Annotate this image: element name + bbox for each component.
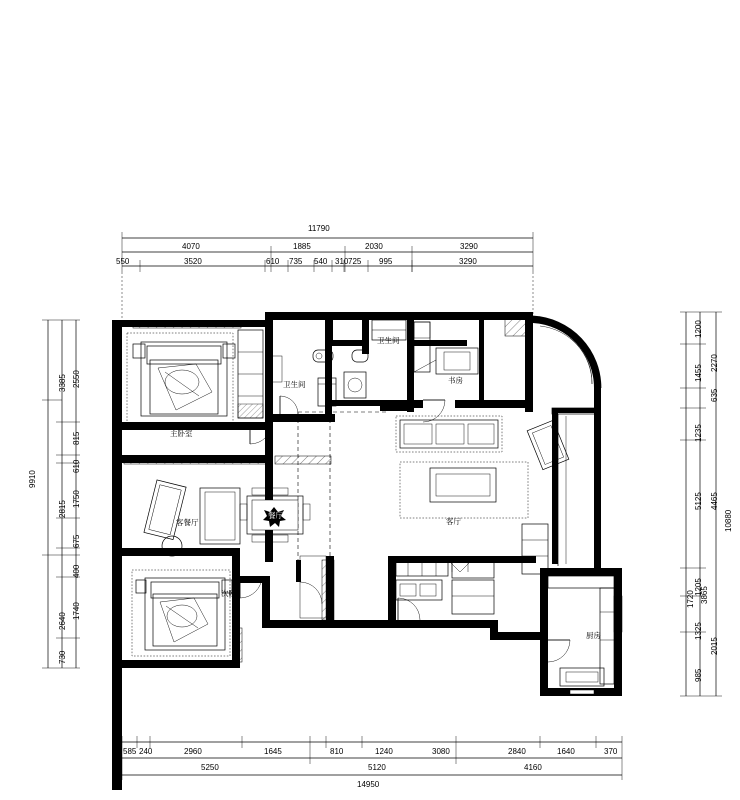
- room-label-dining-table: 餐厅: [268, 511, 283, 520]
- dim-bottom-overall: 14950: [357, 780, 380, 789]
- dim-top-r2-7: 995: [379, 257, 393, 266]
- dim-left-mid-4: 675: [72, 534, 81, 548]
- dim-top-r2-1: 3520: [184, 257, 202, 266]
- dim-right-a-1: 1455: [694, 364, 703, 382]
- dim-right-a-2: 1235: [694, 424, 703, 442]
- dim-top-overall: 11790: [308, 224, 330, 233]
- dim-bottom-m9: 370: [604, 747, 618, 756]
- dim-bottom-m2: 2960: [184, 747, 202, 756]
- dim-left-mid-6: 1740: [72, 602, 81, 620]
- dim-top-r1-1: 1885: [293, 242, 311, 251]
- dim-right-a-3: 5125: [694, 492, 703, 510]
- dim-left-outer-2: 2640: [58, 612, 67, 630]
- dim-bottom-major-0: 5250: [201, 763, 219, 772]
- room-label-living-dining: 客餐厅: [176, 518, 199, 527]
- dim-bottom-m8: 1640: [557, 747, 575, 756]
- dim-bottom-m7: 2840: [508, 747, 526, 756]
- wall-structure: [112, 312, 622, 790]
- dim-left-overall: 9910: [28, 470, 37, 488]
- dim-bottom-major-1: 5120: [368, 763, 386, 772]
- bathroom-2-fixtures: [344, 320, 406, 398]
- dim-top-r1-3: 3290: [460, 242, 478, 251]
- dim-right-a-0: 1200: [694, 320, 703, 338]
- dining-furniture: [144, 480, 310, 556]
- room-label-study-room: 书房: [448, 376, 463, 385]
- room-label-living-room: 客厅: [446, 517, 461, 526]
- dim-right-b-0: 2270: [710, 354, 719, 372]
- dim-top-r2-8: 3290: [459, 257, 477, 266]
- room-label-kitchen: 厨房: [586, 631, 601, 640]
- room-label-bathroom-1: 卫生间: [283, 380, 306, 389]
- dim-bottom-m0: 585: [123, 747, 137, 756]
- dim-top-r2-2: 610: [266, 257, 280, 266]
- dim-left-outer-0: 3385: [58, 374, 67, 392]
- dim-bottom-m6: 3080: [432, 747, 450, 756]
- dim-bottom-m4: 810: [330, 747, 344, 756]
- dim-right-a-5: 1325: [694, 622, 703, 640]
- left-dimension-lines: [42, 320, 80, 668]
- dim-right-b-3: 3865: [700, 586, 709, 604]
- dim-left-outer-1: 2815: [58, 500, 67, 518]
- dim-right-b-2: 4465: [710, 492, 719, 510]
- dim-top-r1-0: 4070: [182, 242, 200, 251]
- living-room-furniture: [298, 412, 569, 580]
- dim-bottom-m5: 1240: [375, 747, 393, 756]
- dim-left-mid-2: 610: [72, 459, 81, 473]
- room-label-master-bedroom: 主卧室: [170, 429, 193, 438]
- dim-bottom-m1: 240: [139, 747, 153, 756]
- bottom-dimension-lines: [122, 736, 622, 780]
- dim-top-r2-3: 735: [289, 257, 303, 266]
- right-dimension-lines: [680, 312, 722, 696]
- entry-hall: [296, 556, 326, 618]
- dim-right-a-6: 985: [694, 668, 703, 682]
- room-label-bathroom-2: 卫生间: [377, 336, 400, 345]
- room-label-second-bedroom: 次卧: [221, 589, 236, 598]
- dim-bottom-m3: 1645: [264, 747, 282, 756]
- dim-right-b-4: 2015: [710, 637, 719, 655]
- dim-left-mid-3: 1750: [72, 490, 81, 508]
- dim-bottom-major-2: 4160: [524, 763, 542, 772]
- dim-left-mid-1: 815: [72, 431, 81, 445]
- dim-left-mid-0: 2550: [72, 370, 81, 388]
- dim-left-mid-7: 730: [58, 650, 67, 664]
- dim-top-r2-4: 540: [314, 257, 328, 266]
- dim-top-r2-6: 725: [348, 257, 362, 266]
- dim-right-a-4: 1205: [694, 578, 703, 596]
- top-dimension-lines: [122, 232, 533, 318]
- dim-right-b-1: 635: [710, 388, 719, 402]
- dim-left-mid-5: 400: [72, 564, 81, 578]
- dim-top-r2-0: 550: [116, 257, 130, 266]
- dim-top-r2-5: 310: [335, 257, 349, 266]
- dim-right-d-0: 1720: [686, 590, 695, 608]
- dim-top-r1-2: 2030: [365, 242, 383, 251]
- dim-right-c-0: 10880: [724, 509, 733, 532]
